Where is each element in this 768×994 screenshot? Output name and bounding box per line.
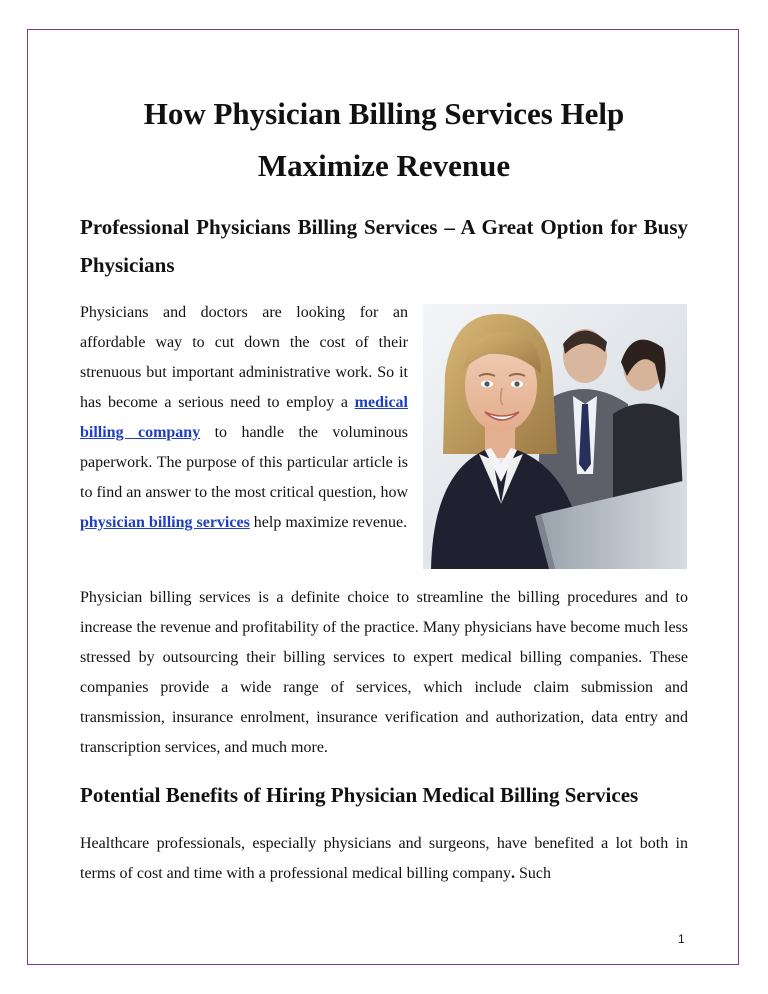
- section-heading-professional-billing: Professional Physicians Billing Services – A Great Option for Busy Physicians: [80, 215, 688, 277]
- physician-billing-services-link[interactable]: physician billing services: [80, 514, 250, 531]
- benefits-text-2: Such: [515, 865, 552, 882]
- medical-billing-company-link[interactable]: medical billing company: [80, 394, 408, 441]
- benefits-text-1: Healthcare professionals, especially physicians and surgeons, have benefited a lot both in terms of cost and time with a professional medical billing company: [80, 835, 688, 882]
- section-heading-potential-benefits: Potential Benefits of Hiring Physician Medical Billing Services: [80, 783, 639, 807]
- benefits-paragraph: [80, 829, 688, 889]
- document-title: How Physician Billing Services Help Maximize Revenue: [143, 96, 625, 183]
- streamline-paragraph: Physician billing services is a definite choice to streamline the billing procedures and to increase the revenue and profitability of the practice. Many physicians have become much less stressed by outsourcing their billing services to expert medical billing companies. These companies provide a wide range of services, which include claim submission and transmission, insurance enrolment, insurance verification and authorization, data entry and transcription services, and much more.: [80, 589, 688, 756]
- intro-paragraph: [80, 298, 408, 538]
- page-number: 1: [678, 932, 685, 946]
- intro-text-2: to handle the voluminous paperwork. The purpose of this particular article is to find an answer to the most critical question, how: [80, 424, 408, 501]
- intro-text-3: help maximize revenue.: [249, 514, 408, 531]
- businesswoman-photo: [423, 304, 687, 569]
- benefits-period: .: [511, 865, 516, 882]
- intro-text-1: Physicians and doctors are looking for an affordable way to cut down the cost of their strenuous but important administrative work. So it has become a serious need to employ a: [80, 304, 408, 411]
